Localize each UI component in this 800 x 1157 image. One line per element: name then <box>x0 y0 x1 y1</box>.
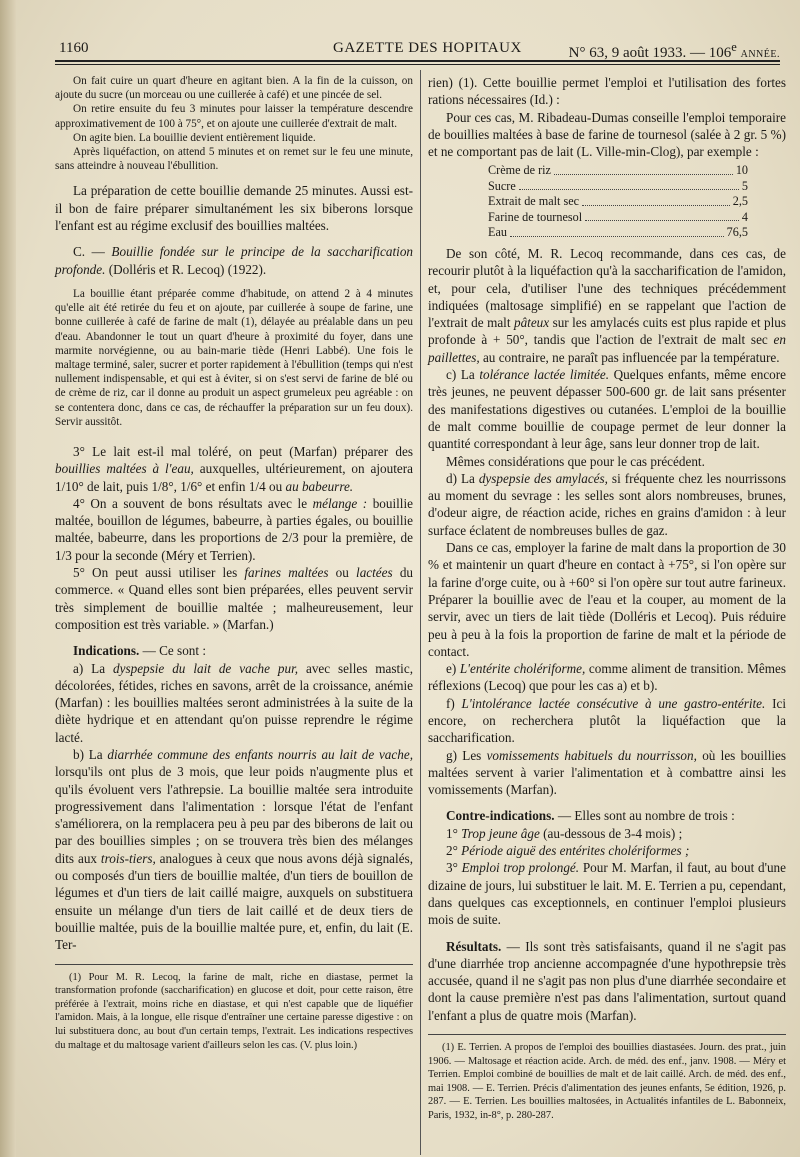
indications-heading: Indications. — Ce sont : <box>73 643 206 659</box>
indication-f: f) L'intolérance lactée consécutive à une gastro-entérite. Ici encore, on recherchera plutôt la liquéfaction que la saccharification. <box>428 695 786 746</box>
header-rule-thick <box>55 60 780 62</box>
recipe-row: Eau 76,5 <box>488 225 748 240</box>
paragraph: Pour ces cas, M. Ribadeau-Dumas conseille l'emploi temporaire de bouillies maltées à base de farine de tournesol (salée à 2 gr. 5 %) et ne comportant pas de lait (L. Ville-min-Clog), par exemple : <box>428 109 786 160</box>
footnote-rule <box>428 1034 786 1035</box>
paragraph: La préparation de cette bouillie demande 25 minutes. Aussi est-il bon de faire préparer simultanément les six biberons lorsque l'enfant est au régime exclusif des bouillies maltées. <box>55 183 413 234</box>
recipe-row: Farine de tournesol 4 <box>488 209 748 224</box>
indication-c: c) La tolérance lactée limitée. Quelques enfants, même encore très jeunes, ne peuvent dépasser 500-600 gr. de lait sans présenter des manifestations digestives ou cutanées. L'emploi de la bouillie de malt comme bouillie de coupage permet de leur donner la quantité correspondant à leur âge, sans leur donner trop de lait. <box>428 367 787 452</box>
contra-indication-1: 1° Trop jeune âge (au-dessous de 3-4 mois) ; <box>446 825 683 841</box>
paragraph: Après liquéfaction, on attend 5 minutes et on remet sur le feu une minute, sans atteindre à nouveau l'ébullition. <box>55 146 413 173</box>
recipe-row: Sucre 5 <box>488 178 748 193</box>
issue-info <box>569 40 780 62</box>
footnote-rule <box>55 964 413 965</box>
indication-e: e) L'entérite cholériforme, comme aliment de transition. Mêmes réflexions (Lecoq) que pour les cas a) et b). <box>428 661 786 694</box>
page-number: 1160 <box>59 40 89 56</box>
indication-b: b) La diarrhée commune des enfants nourris au lait de vache, lorsqu'ils ont plus de 3 mois, que leur poids n'augmente plus et qu'ils évoluent vers l'athrepsie. La bouillie maltée sera introduite progressivement dans l'alimentation : lorsque l'état de l'enfant s'améliorera, on la remplacera peu à peu par des biberons de lait ou par des bouillies simples ; on se trouvera très bien des mélanges dits aux trois-tiers, analogues à ceux que nous avons déjà signalés, ou composés d'un tiers de bouillie maltée, d'un tiers de bouillon de légumes et d'un tiers de lait caillé maigre, auxquels on substituera ensuite un mélange d'un tiers de lait caillé et de deux tiers de bouillie maltée, puis de la bouillie maltée pure, et, enfin, du lait (E. Ter- <box>55 746 413 953</box>
paragraph-5: 5° On peut aussi utiliser les farines maltées ou lactées du commerce. « Quand elles sont bien préparées, elles peuvent servir très simplement de bouillie maltée ; malheureusement, leur composition est très variable. » (Marfan.) <box>55 565 414 632</box>
issue-tail: ANNÉE. <box>740 49 780 60</box>
recipe-row: Extrait de malt sec 2,5 <box>488 194 748 209</box>
paragraph-4: 4° On a souvent de bons résultats avec le mélange : bouillie maltée, bouillon de légumes, babeurre, à parties égales, ou bouillie maltée, babeurre, dans les proportions de 2/3 pour la première, de 1/3 pour la seconde (Méry et Terrien). <box>55 495 413 563</box>
recipe-row: Crème de riz 10 <box>488 163 748 178</box>
page-edge-shadow <box>0 0 16 1157</box>
column-divider <box>420 70 421 1155</box>
paragraph: Dans ce cas, employer la farine de malt dans la proportion de 30 % et maintenir un quart d'heure en contact à +75°, si l'on opère sur la farine d'orge cuite, ou à +60° si l'on opère sur tout autre farineux. Préparer la bouillie avec de l'eau et la couper, au moment de la servir, avec un tiers de lait tiède (Dolléris et Lecoq). Puis réduire peu à peu à la fois la proportion de farine de malt et la période de contact. <box>428 540 786 659</box>
indication-g: g) Les vomissements habituels du nourrisson, où les bouillies maltées servent à varier l'alimentation et à combattre ainsi les vomissements (Marfan). <box>428 747 787 798</box>
paragraph: On retire ensuite du feu 3 minutes pour laisser la température descendre approximativement de 100 à 75°, et on ajoute une cuillerée d'extrait de malt. <box>55 103 413 130</box>
paragraph: Mêmes considérations que pour le cas précédent. <box>446 453 705 469</box>
footnote: (1) E. Terrien. A propos de l'emploi des bouillies diastasées. Journ. des prat., juin 1906. — Maltosage et réaction acide. Arch. de méd. des enf., janv. 1908. — Méry et Terrien. Emploi combiné de bouillies de malt et de lait caillé. Arch. de méd. des enf., mai 1908. — E. Terrien. Précis d'alimentation des jeunes enfants, 5e édition, 1926, p. 287. — E. Terrien. Les bouillies maltosées, in Actualités infantiles de L. Babonneix, Paris, 1932, in-8°, p. 280-287. <box>428 1042 786 1122</box>
footnote: (1) Pour M. R. Lecoq, la farine de malt, riche en diastase, permet la transformation profonde (saccharification) en glucose et doit, pour cette raison, être préférée à l'extrait, moins riche en diastase, et qui n'est capable que de liquéfier l'amidon. Mais, à la longue, elle risque d'entraîner une certaine paresse digestive : on lui substituera donc, au bout d'un certain temps, l'extrait. Les indications respectives du maltage et du maltosage varient d'ailleurs selon les cas. (V. plus loin.) <box>55 971 413 1051</box>
paragraph: La bouillie étant préparée comme d'habitude, on attend 2 à 4 minutes qu'elle ait été retirée du feu et on ajoute, par cuillerée à soupe de farine, une bonne cuillerée à café de farine de malt (1), délayée au préalable dans un peu d'eau. Abandonner le tout un quart d'heure à proximité du foyer, dans une marmite norvégienne, ou au bain-marie tiède (Henri Labbé). Une fois le maltage terminé, saler, sucrer et porter rapidement à l'ébullition (temps qui n'est nullement indispensable, et qui est à éviter, si on s'est servi de farine de blé ou de crème de riz, car il donne au produit un aspect grumeleux peu agréable : on se contentera donc, dans ce cas, de réchauffer la préparation sur un feu doux). Servir aussitôt. <box>55 287 413 428</box>
recipe-table <box>488 163 748 241</box>
paragraph: De son côté, M. R. Lecoq recommande, dans ces cas, de recourir plutôt à la liquéfaction qu'à la saccharification de l'amidon, et, pour cela, d'utiliser l'une des techniques précédemment indiquées (maltosage simplifié) en se rappelant que l'action de l'extrait de malt pâteux sur les amylacés cuits est plus rapide et plus profonde à + 50°, tandis que l'action de l'extrait de malt sec en paillettes, au contraire, ne paraît pas influencée par la température. <box>428 245 786 365</box>
paragraph: On fait cuire un quart d'heure en agitant bien. A la fin de la cuisson, on ajoute du sucre (un morceau ou une cuillerée à café) et une pincée de sel. <box>55 75 413 102</box>
indication-d: d) La dyspepsie des amylacés, si fréquente chez les nourrissons au moment du sevrage : les selles sont alors nombreuses, brunes, d'odeur aigre, de réaction acide, riches en grains d'amidon : à leur surface éclatent de nombreuses bulles de gaz. <box>428 470 786 538</box>
issue-sup: e <box>731 40 737 54</box>
right-column <box>428 74 786 1123</box>
section-heading-c: C. — Bouillie fondée sur le principe de la saccharification profonde. (Dolléris et R. Lecoq) (1922). <box>55 244 414 277</box>
left-column <box>55 74 413 1052</box>
contra-indication-3: 3° Emploi trop prolongé. Pour M. Marfan, il faut, au bout d'une dizaine de jours, lui substituer le lait. M. E. Terrien a pu, cependant, dans quelques cas exceptionnels, en continuer l'emploi plusieurs mois de suite. <box>428 860 787 928</box>
journal-title: GAZETTE DES HOPITAUX <box>333 40 522 56</box>
paragraph: rien) (1). Cette bouillie permet l'emploi et l'utilisation des fortes rations nécessaires (Id.) : <box>428 75 786 108</box>
results-paragraph: Résultats. — Ils sont très satisfaisants, quand il ne s'agit pas d'une diarrhée trop ancienne accompagnée d'une hypothrepsie très accusée, quand il ne s'agit pas non plus d'une diarrhée secondaire et dont la cause première n'est pas dans l'alimentation, surtout quand l'enfant a plus de quatre mois (Marfan). <box>428 938 786 1023</box>
indication-a: a) La dyspepsie du lait de vache pur, avec selles mastic, décolorées, fétides, riches en savons, arrêt de la croissance, anémie (Marfan) : les bouillies maltées seront administrées à la suite de la diète hydrique et en attendant qu'on puisse reprendre le régime lacté. <box>55 660 413 745</box>
contra-indication-2: 2° Période aiguë des entérites cholériformes ; <box>446 843 690 859</box>
paragraph-3: 3° Le lait est-il mal toléré, on peut (Marfan) préparer des bouillies maltées à l'eau, auxquelles, ultérieurement, on ajoutera 1/10° de lait, puis 1/8°, 1/6° et enfin 1/4 ou au babeurre. <box>55 443 413 494</box>
header-rule-thin <box>55 64 780 65</box>
issue-main: N° 63, 9 août 1933. — 106 <box>568 45 732 61</box>
contra-indications-heading: Contre-indications. — Elles sont au nombre de trois : <box>446 808 735 824</box>
paragraph: On agite bien. La bouillie devient entièrement liquide. <box>73 131 316 144</box>
